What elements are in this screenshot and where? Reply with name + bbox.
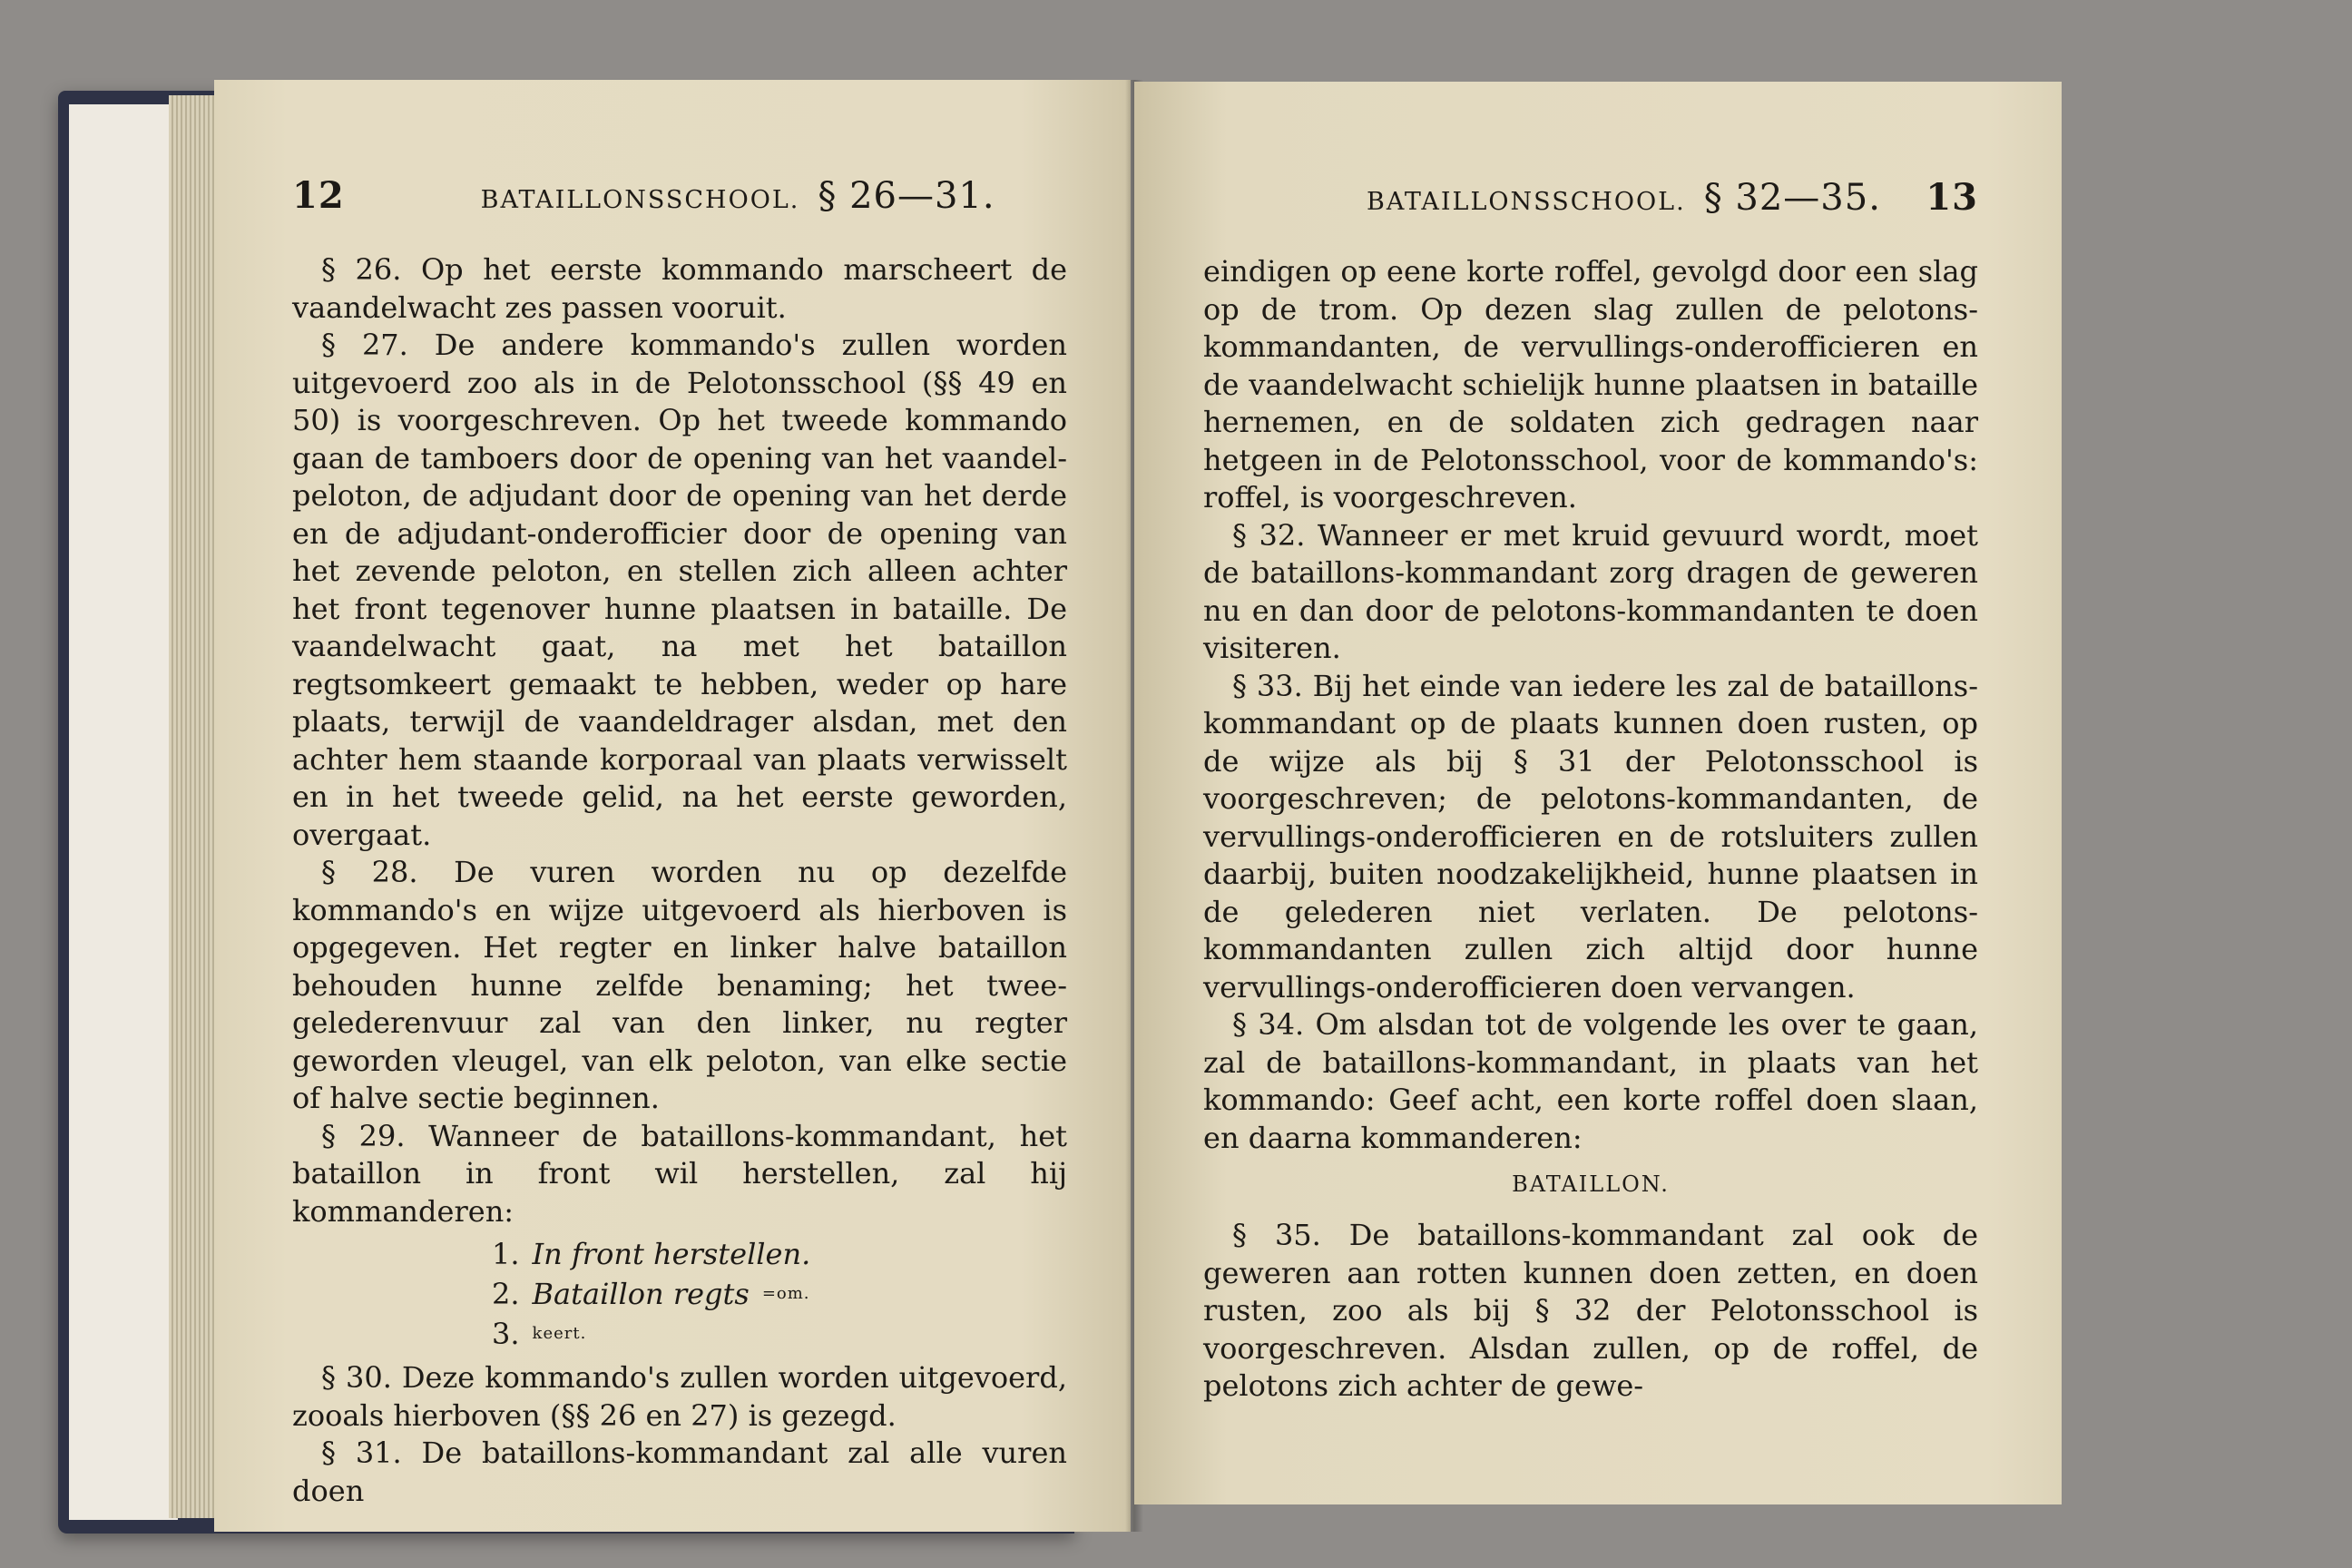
paragraph-32: § 32. Wanneer er met kruid gevuurd wordt, moet de bataillons-kommandant zorg dragen de geweren nu en dan door de pelotons-kommandanten te doen visiteren. [1203,517,1978,665]
command-number: 3. [492,1317,520,1351]
paragraph-31: § 31. De bataillons-kommandant zal alle vuren doen [292,1436,1067,1508]
paragraph-28: § 28. De vuren worden nu op dezelfde kommando's en wijze uitgevoerd als hierboven is opgegeven. Het regter en linker halve bataillon behouden hunne zelfde benaming; het twee-gelederenvuur zal van den linker, nu regter geworden vleugel, van elk peloton, van elke sectie of halve sectie beginnen. [292,855,1067,1115]
right-page-number: 13 [1926,176,1978,219]
right-section-range: § 32—35. [1703,177,1881,219]
paragraph-31-continued: eindigen op eene korte roffel, gevolgd door een slag op de trom. Op dezen slag zullen de pelotons-kommandanten, de vervullings-onderofficieren en de vaandelwacht schielijk hunne plaatsen in bataille hernemen, en de soldaten zich gedragen naar hetgeen in de Pelotonsschool, voor de kommando's: roffel, is voorgeschreven. [1203,254,1978,514]
command-number: 1. [492,1237,520,1271]
command-text: In front herstellen. [532,1237,811,1271]
left-section-range: § 26—31. [818,175,995,217]
command-bataillon: BATAILLON. [1512,1171,1670,1197]
command-number: 2. [492,1277,520,1311]
command-list [492,1234,1067,1354]
right-page [1134,82,2062,1504]
paragraph-33: § 33. Bij het einde van iedere les zal de bataillons-kommandant op de plaats kunnen doen rusten, op de wijze als bij § 31 der Pelotonsschool is voorgeschreven; de pelotons-kommandanten, de vervullings-onderofficieren en de rotsluiters zullen daarbij, buiten noodzakelijkheid, hunne plaatsen in de gelederen niet verlaten. De pelotons-kommandanten zullen zich altijd door hunne vervullings-onderofficieren doen vervangen. [1203,668,1978,1004]
right-page-header [1203,176,1978,219]
right-running-head: BATAILLONSSCHOOL. [1367,188,1686,216]
paragraph-34: § 34. Om alsdan tot de volgende les over te gaan, zal de bataillons-kommandant, in plaats van het kommando: Geef acht, een korte roffel doen slaan, en daarna kommanderen: [1203,1007,1978,1155]
paragraph-30: § 30. Deze kommando's zullen worden uitgevoerd, zooals hierboven (§§ 26 en 27) is gezegd. [292,1360,1067,1433]
left-running-head: BATAILLONSSCHOOL. [480,186,800,214]
paragraph-35: § 35. De bataillons-kommandant zal ook de geweren aan rotten kunnen doen zetten, en doen rusten, zoo als bij § 32 der Pelotonsschool is voorgeschreven. Alsdan zullen, op de roffel, de pelotons zich achter de gewe- [1203,1218,1978,1403]
left-page-number: 12 [292,174,345,217]
left-page [214,80,1131,1532]
paragraph-26: § 26. Op het eerste kommando marscheert de vaandelwacht zes passen vooruit. [292,252,1067,325]
command-2 [492,1274,1067,1314]
paragraph-29: § 29. Wanneer de bataillons-kommandant, het bataillon in front wil herstellen, zal hij kommanderen: [292,1118,1067,1229]
command-3 [492,1314,1067,1354]
command-text: Bataillon regts [532,1277,750,1311]
command-1 [492,1234,1067,1274]
paragraph-27: § 27. De andere kommando's zullen worden uitgevoerd zoo als in de Pelotonsschool (§§ 49 en 50) is voorgeschreven. Op het tweede kommando gaan de tamboers door de opening van het vaandel-peloton, de adjudant door de opening van het derde en de adjudant-onderofficier door de opening van het zevende peloton, en stellen zich alleen achter het front tegenover hunne plaatsen in bataille. De vaandelwacht gaat, na met het bataillon regtsomkeert gemaakt te hebben, weder op hare plaats, terwijl de vaandeldrager alsdan, met den achter hem staande korporaal van plaats verwisselt en in het tweede gelid, na het eerste geworden, overgaat. [292,328,1067,852]
right-header-group [1367,177,1881,219]
flyleaf [69,104,178,1520]
command-text: keert. [532,1324,587,1343]
left-page-header [292,174,1067,217]
command-suffix: =om. [761,1284,810,1303]
